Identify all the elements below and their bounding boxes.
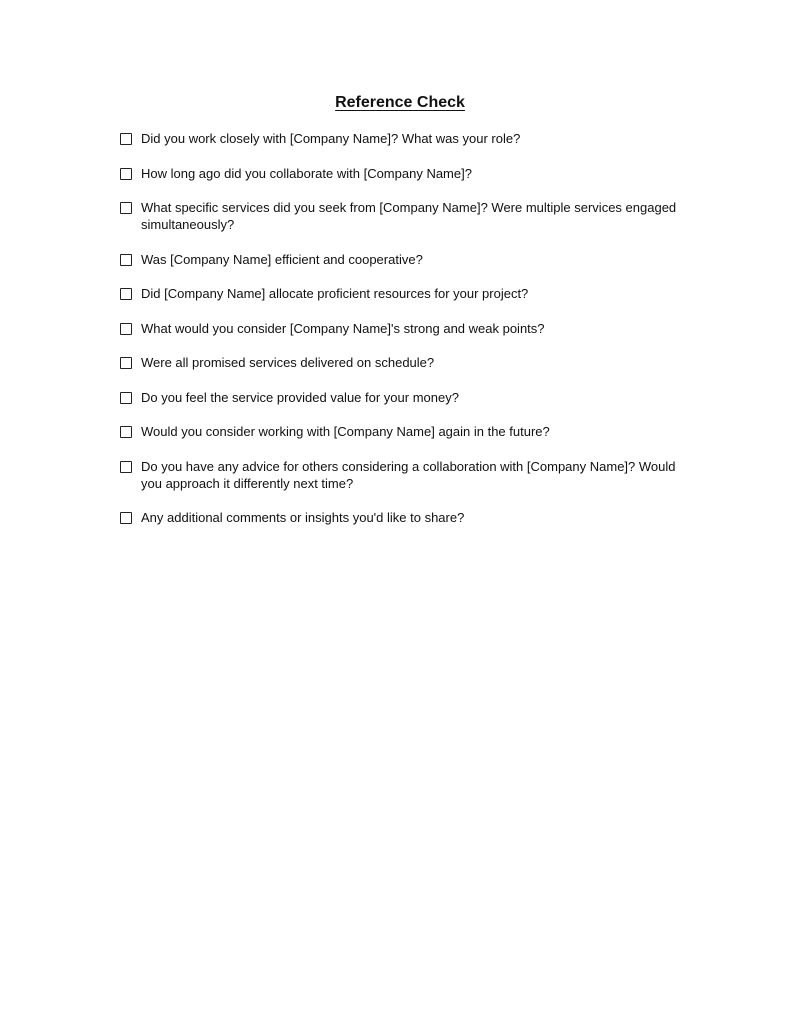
- checkbox[interactable]: [120, 288, 132, 300]
- checklist-item: [120, 458, 700, 492]
- checklist-item: [120, 285, 700, 302]
- checklist-item: [120, 509, 700, 526]
- checklist-item: [120, 130, 700, 147]
- checkbox[interactable]: [120, 133, 132, 145]
- question-text: Any additional comments or insights you'd like to share?: [141, 510, 465, 525]
- checkbox[interactable]: [120, 426, 132, 438]
- checkbox[interactable]: [120, 323, 132, 335]
- checkbox[interactable]: [120, 202, 132, 214]
- question-text: What specific services did you seek from [Company Name]? Were multiple services engaged simultaneously?: [141, 200, 677, 232]
- checkbox[interactable]: [120, 512, 132, 524]
- checklist-item: [120, 165, 700, 182]
- question-text: Was [Company Name] efficient and cooperative?: [141, 251, 423, 267]
- page-title: Reference Check: [335, 94, 465, 111]
- checklist-item: [120, 389, 700, 406]
- checklist-item: [120, 251, 700, 268]
- question-text: How long ago did you collaborate with [Company Name]?: [141, 165, 472, 181]
- question-text: What would you consider [Company Name]'s strong and weak points?: [141, 320, 545, 336]
- checkbox[interactable]: [120, 392, 132, 404]
- checklist-item: [120, 354, 700, 371]
- question-text: Did [Company Name] allocate proficient resources for your project?: [141, 286, 529, 301]
- checkbox[interactable]: [120, 461, 132, 473]
- checkbox[interactable]: [120, 357, 132, 369]
- question-text: Do you feel the service provided value for your money?: [141, 389, 459, 405]
- checklist-item: [120, 320, 700, 337]
- checklist-item: [120, 199, 700, 233]
- checklist: [120, 130, 700, 544]
- question-text: Were all promised services delivered on schedule?: [141, 355, 435, 370]
- question-text: Do you have any advice for others considering a collaboration with [Company Name]? Would you approach it differently next time?: [141, 458, 676, 491]
- question-text: Did you work closely with [Company Name]? What was your role?: [141, 131, 521, 146]
- checklist-item: [120, 423, 700, 440]
- checkbox[interactable]: [120, 254, 132, 266]
- checkbox[interactable]: [120, 168, 132, 180]
- question-text: Would you consider working with [Company Name] again in the future?: [141, 424, 550, 439]
